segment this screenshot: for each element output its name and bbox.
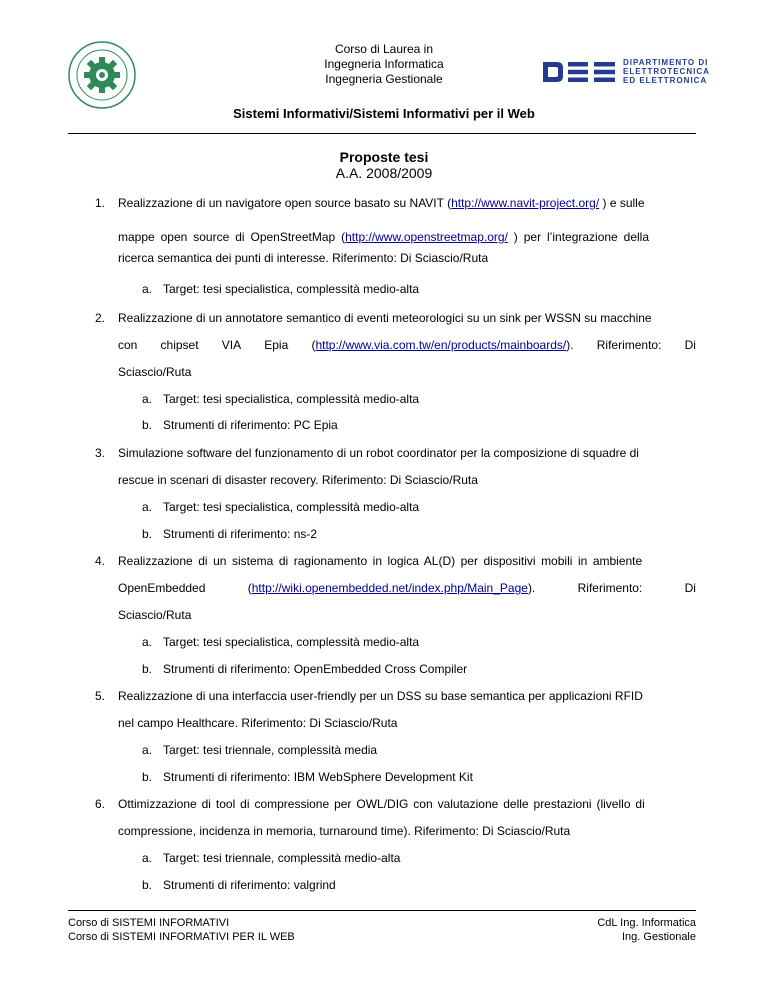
item-word: Riferimento: [596,338,662,352]
sub-item-text: Target: tesi specialistica, complessità medio-alta [163,282,420,296]
item-line: compressione, incidenza in memoria, turnaround time). Riferimento: Di Sciascio/Ruta [118,824,571,838]
sub-item-text: Strumenti di riferimento: OpenEmbedded Cross Compiler [163,662,468,676]
paren: ). [527,581,536,595]
item-word: OpenEmbedded [118,581,206,595]
dept-line: ED ELETTRONICA [623,76,708,85]
sub-item-text: Target: tesi specialistica, complessità medio-alta [163,635,420,649]
course-line: Ingegneria Gestionale [325,72,443,86]
sub-item-letter: a. [142,851,153,865]
sub-item-text: Target: tesi specialistica, complessità medio-alta [163,392,420,406]
item-line: Realizzazione di una interfaccia user-friendly per un DSS su base semantica per applicazioni RFID [118,689,643,703]
item-text: ) per l’integrazione della [507,230,650,244]
item-line [118,230,696,244]
paren: ( [311,338,316,352]
course-line: Corso di Laurea in [334,42,434,56]
item-word: Di [684,338,696,352]
sub-item-letter: b. [142,527,153,541]
item-number: 2. [95,311,106,325]
item-line [118,581,696,595]
sub-item-text: Target: tesi triennale, complessità medio-alta [163,851,401,865]
item-number: 4. [95,554,106,568]
course-line: Ingegneria Informatica [324,57,444,71]
item-word: chipset [160,338,199,352]
department-name [623,58,710,85]
sub-item-text: Target: tesi triennale, complessità media [163,743,378,757]
paren: ( [247,581,252,595]
sub-item-text: Strumenti di riferimento: ns-2 [163,527,318,541]
footer-line: CdL Ing. Informatica [597,917,696,929]
navit-link[interactable]: http://www.navit-project.org/ [451,196,600,210]
item-word: VIA [221,338,242,352]
item-text: ) e sulle [599,196,645,210]
sub-item-text: Strumenti di riferimento: valgrind [163,878,336,892]
university-seal-logo [67,40,137,110]
item-line [118,196,696,210]
sub-item-letter: a. [142,392,153,406]
sub-item-letter: b. [142,662,153,676]
footer-line: Corso di SISTEMI INFORMATIVI PER IL WEB [68,931,295,943]
item-line: Realizzazione di un annotatore semantico di eventi meteorologici su un sink per WSSN su macchine [118,311,652,325]
item-line: Sciascio/Ruta [118,608,192,622]
item-line: ricerca semantica dei punti di interesse. Riferimento: Di Sciascio/Ruta [118,251,489,265]
item-line [118,338,696,352]
item-text: mappe open source di OpenStreetMap ( [118,230,346,244]
item-line: Ottimizzazione di tool di compressione per OWL/DIG con valutazione delle prestazioni (livello di [118,797,645,811]
item-line: nel campo Healthcare. Riferimento: Di Sciascio/Ruta [118,716,398,730]
item-word: Di [684,581,696,595]
footer-line: Ing. Gestionale [622,931,696,943]
course-title: Sistemi Informativi/Sistemi Informativi per il Web [233,106,535,121]
dee-logo [543,60,615,84]
item-word: Epia [264,338,289,352]
item-line: rescue in scenari di disaster recovery. Riferimento: Di Sciascio/Ruta [118,473,478,487]
dept-line: ELETTROTECNICA [623,67,710,76]
academic-year: A.A. 2008/2009 [335,165,433,181]
item-number: 5. [95,689,106,703]
sub-item-letter: b. [142,878,153,892]
item-number: 3. [95,446,106,460]
sub-item-letter: a. [142,635,153,649]
openstreetmap-link[interactable]: http://www.openstreetmap.org/ [345,230,508,244]
item-number: 6. [95,797,106,811]
item-word: Riferimento: [577,581,643,595]
sub-item-text: Strumenti di riferimento: IBM WebSphere Development Kit [163,770,473,784]
sub-item-text: Target: tesi specialistica, complessità medio-alta [163,500,420,514]
sub-item-letter: a. [142,743,153,757]
item-line: Sciascio/Ruta [118,365,192,379]
sub-item-letter: a. [142,500,153,514]
header-divider [68,133,696,134]
openembedded-link[interactable]: http://wiki.openembedded.net/index.php/Main_Page [251,581,528,595]
course-of-study-block [284,42,484,87]
footer-divider [68,910,696,911]
link-group [311,338,573,352]
footer-course-names [68,916,295,944]
footer-degree-names [597,916,696,944]
sub-item-letter: b. [142,418,153,432]
paren: ). [566,338,574,352]
footer-line: Corso di SISTEMI INFORMATIVI [68,917,230,929]
item-word: con [118,338,138,352]
item-text: Realizzazione di un navigatore open source basato su NAVIT ( [118,196,452,210]
via-link[interactable]: http://www.via.com.tw/en/products/mainboards/ [315,338,567,352]
item-line: Realizzazione di un sistema di ragionamento in logica AL(D) per dispositivi mobili in ambiente [118,554,643,568]
item-line: Simulazione software del funzionamento di un robot coordinator per la composizione di squadre di [118,446,639,460]
document-title: Proposte tesi [339,149,429,165]
sub-item-text: Strumenti di riferimento: PC Epia [163,418,338,432]
link-group [248,581,536,595]
sub-item-letter: b. [142,770,153,784]
dept-line: DIPARTIMENTO DI [623,58,709,67]
item-number: 1. [95,196,106,210]
sub-item-letter: a. [142,282,153,296]
